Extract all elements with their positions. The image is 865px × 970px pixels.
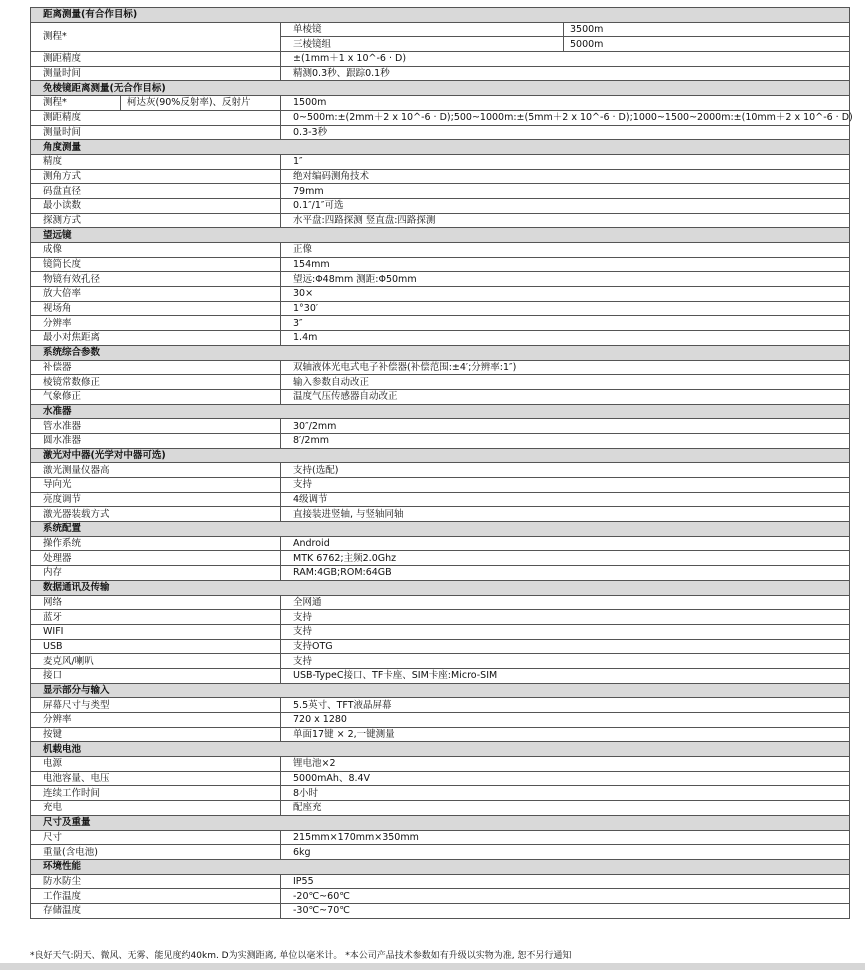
spec-value: 0.3-3秒: [281, 125, 850, 140]
spec-row: [31, 22, 850, 37]
spec-row: [31, 698, 850, 713]
spec-label: 测距精度: [31, 52, 281, 67]
spec-value: 30×: [281, 287, 850, 302]
spec-label: 连续工作时间: [31, 786, 281, 801]
spec-value: 3″: [281, 316, 850, 331]
spec-value: 8小时: [281, 786, 850, 801]
section-header-row: [31, 228, 850, 243]
spec-label: 气象修正: [31, 389, 281, 404]
spec-row: [31, 566, 850, 581]
spec-row: [31, 668, 850, 683]
spec-value: 1″: [281, 154, 850, 169]
section-header-row: [31, 522, 850, 537]
spec-value: 锂电池×2: [281, 757, 850, 772]
spec-row: [31, 654, 850, 669]
spec-row: [31, 316, 850, 331]
spec-row: [31, 595, 850, 610]
spec-value: 支持: [281, 624, 850, 639]
spec-value: 154mm: [281, 257, 850, 272]
section-title: 系统综合参数: [31, 345, 850, 360]
spec-label: 测量时间: [31, 66, 281, 81]
spec-label: 处理器: [31, 551, 281, 566]
spec-value: 单面17键 × 2,一键测量: [281, 727, 850, 742]
section-title: 角度测量: [31, 140, 850, 155]
section-header-row: [31, 448, 850, 463]
section-title: 机载电池: [31, 742, 850, 757]
section-header-row: [31, 683, 850, 698]
spec-value: 支持: [281, 610, 850, 625]
spec-row: [31, 184, 850, 199]
spec-row: [31, 213, 850, 228]
spec-row: [31, 331, 850, 346]
section-header-row: [31, 345, 850, 360]
spec-label: 亮度调节: [31, 492, 281, 507]
spec-label: 电池容量、电压: [31, 771, 281, 786]
spec-value: 支持OTG: [281, 639, 850, 654]
spec-label: 测距精度: [31, 110, 281, 125]
spec-value: 1.4m: [281, 331, 850, 346]
spec-label: 分辨率: [31, 713, 281, 728]
spec-value: 三棱镜组: [281, 37, 564, 52]
spec-label: 屏幕尺寸与类型: [31, 698, 281, 713]
spec-label: 操作系统: [31, 536, 281, 551]
spec-row: [31, 287, 850, 302]
spec-row: [31, 551, 850, 566]
spec-label: 充电: [31, 801, 281, 816]
spec-value: Android: [281, 536, 850, 551]
spec-row: [31, 478, 850, 493]
spec-label: 镜筒长度: [31, 257, 281, 272]
spec-value: 0~500m:±(2mm＋2 x 10^-6 · D);500~1000m:±(5mm＋2 x 10^-6 · D);1000~1500~2000m:±(10mm＋2 x 10^-6 · D): [281, 110, 850, 125]
spec-label: 最小对焦距离: [31, 331, 281, 346]
spec-row: [31, 125, 850, 140]
spec-value: 79mm: [281, 184, 850, 199]
spec-value: 输入参数自动改正: [281, 375, 850, 390]
spec-row: [31, 889, 850, 904]
spec-label: 棱镜常数修正: [31, 375, 281, 390]
spec-row: [31, 536, 850, 551]
spec-label: 放大倍率: [31, 287, 281, 302]
section-header-row: [31, 742, 850, 757]
section-header-row: [31, 8, 850, 23]
spec-label: 测程*: [31, 96, 121, 111]
spec-value: 1500m: [281, 96, 850, 111]
section-header-row: [31, 859, 850, 874]
spec-label: 分辨率: [31, 316, 281, 331]
spec-label: 精度: [31, 154, 281, 169]
spec-value: 水平盘:四路探测 竖直盘:四路探测: [281, 213, 850, 228]
spec-row: [31, 492, 850, 507]
spec-value: 支持(选配): [281, 463, 850, 478]
spec-row: [31, 610, 850, 625]
spec-value: 0.1″/1″可选: [281, 198, 850, 213]
spec-value: MTK 6762;主频2.0Ghz: [281, 551, 850, 566]
spec-label: USB: [31, 639, 281, 654]
spec-value: 配座充: [281, 801, 850, 816]
spec-value: 温度气压传感器自动改正: [281, 389, 850, 404]
spec-label: 探测方式: [31, 213, 281, 228]
spec-value: 4级调节: [281, 492, 850, 507]
spec-value: 5.5英寸、TFT液晶屏幕: [281, 698, 850, 713]
spec-row: [31, 845, 850, 860]
section-header-row: [31, 81, 850, 96]
section-title: 免棱镜距离测量(无合作目标): [31, 81, 850, 96]
spec-label: 成像: [31, 243, 281, 258]
spec-label: 激光器装载方式: [31, 507, 281, 522]
spec-value: 全网通: [281, 595, 850, 610]
spec-value: IP55: [281, 874, 850, 889]
spec-row: [31, 874, 850, 889]
spec-label: 激光测量仪器高: [31, 463, 281, 478]
spec-value: 绝对编码测角技术: [281, 169, 850, 184]
spec-label: 内存: [31, 566, 281, 581]
section-title: 显示部分与输入: [31, 683, 850, 698]
section-header-row: [31, 140, 850, 155]
spec-row: [31, 419, 850, 434]
spec-label: 测程*: [31, 22, 281, 51]
section-title: 距离测量(有合作目标): [31, 8, 850, 23]
section-title: 水准器: [31, 404, 850, 419]
spec-range: 5000m: [564, 37, 850, 52]
spec-row: [31, 243, 850, 258]
spec-value: 30″/2mm: [281, 419, 850, 434]
spec-label: 导向光: [31, 478, 281, 493]
section-title: 激光对中器(光学对中器可选): [31, 448, 850, 463]
spec-row: [31, 507, 850, 522]
spec-row: [31, 272, 850, 287]
spec-range: 3500m: [564, 22, 850, 37]
spec-label: WIFI: [31, 624, 281, 639]
spec-row: [31, 801, 850, 816]
section-title: 数据通讯及传输: [31, 580, 850, 595]
spec-row: [31, 757, 850, 772]
section-title: 环境性能: [31, 859, 850, 874]
spec-row: [31, 360, 850, 375]
spec-value: 720 x 1280: [281, 713, 850, 728]
spec-value: 双轴液体光电式电子补偿器(补偿范围:±4′;分辨率:1″): [281, 360, 850, 375]
spec-value: 支持: [281, 654, 850, 669]
spec-label: 蓝牙: [31, 610, 281, 625]
spec-row: [31, 375, 850, 390]
section-header-row: [31, 815, 850, 830]
spec-row: [31, 463, 850, 478]
section-title: 望远镜: [31, 228, 850, 243]
spec-row: [31, 52, 850, 67]
spec-row: [31, 66, 850, 81]
spec-value: -30℃~70℃: [281, 903, 850, 918]
spec-label: 码盘直径: [31, 184, 281, 199]
spec-row: [31, 624, 850, 639]
spec-label: 存储温度: [31, 903, 281, 918]
spec-row: [31, 727, 850, 742]
spec-row: [31, 257, 850, 272]
spec-row: [31, 786, 850, 801]
spec-label: 防水防尘: [31, 874, 281, 889]
spec-value: 215mm×170mm×350mm: [281, 830, 850, 845]
spec-label: 麦克风/喇叭: [31, 654, 281, 669]
section-title: 系统配置: [31, 522, 850, 537]
spec-row: [31, 198, 850, 213]
footnote: *良好天气:阴天、微风、无雾、能见度约40km. D为实测距离, 单位以毫米计。 *本公司产品技术参数如有升级以实物为准, 恕不另行通知: [30, 951, 572, 961]
section-title: 尺寸及重量: [31, 815, 850, 830]
section-header-row: [31, 404, 850, 419]
spec-value: ±(1mm＋1 x 10^-6 · D): [281, 52, 850, 67]
bottom-bar: [0, 963, 865, 970]
spec-label: 管水准器: [31, 419, 281, 434]
spec-row: [31, 639, 850, 654]
spec-label: 网络: [31, 595, 281, 610]
spec-label: 尺寸: [31, 830, 281, 845]
spec-value: 单棱镜: [281, 22, 564, 37]
spec-value: 精测0.3秒、跟踪0.1秒: [281, 66, 850, 81]
spec-value: 直接装进竖轴, 与竖轴同轴: [281, 507, 850, 522]
spec-sub-label: 柯达灰(90%反射率)、反射片: [121, 96, 281, 111]
spec-value: 1°30′: [281, 301, 850, 316]
spec-value: 正像: [281, 243, 850, 258]
spec-value: USB-TypeC接口、TF卡座、SIM卡座:Micro-SIM: [281, 668, 850, 683]
spec-label: 接口: [31, 668, 281, 683]
spec-row: [31, 96, 850, 111]
spec-label: 测量时间: [31, 125, 281, 140]
spec-value: 支持: [281, 478, 850, 493]
spec-label: 视场角: [31, 301, 281, 316]
spec-label: 最小读数: [31, 198, 281, 213]
spec-row: [31, 110, 850, 125]
spec-row: [31, 169, 850, 184]
spec-label: 测角方式: [31, 169, 281, 184]
spec-label: 重量(含电池): [31, 845, 281, 860]
spec-label: 工作温度: [31, 889, 281, 904]
spec-row: [31, 389, 850, 404]
spec-value: 5000mAh、8.4V: [281, 771, 850, 786]
spec-label: 按键: [31, 727, 281, 742]
spec-label: 补偿器: [31, 360, 281, 375]
spec-value: 8′/2mm: [281, 433, 850, 448]
spec-value: RAM:4GB;ROM:64GB: [281, 566, 850, 581]
spec-row: [31, 771, 850, 786]
spec-row: [31, 713, 850, 728]
spec-value: 6kg: [281, 845, 850, 860]
spec-label: 物镜有效孔径: [31, 272, 281, 287]
spec-row: [31, 903, 850, 918]
spec-value: 望远:Φ48mm 测距:Φ50mm: [281, 272, 850, 287]
spec-value: -20℃~60℃: [281, 889, 850, 904]
spec-row: [31, 433, 850, 448]
spec-label: 圆水准器: [31, 433, 281, 448]
section-header-row: [31, 580, 850, 595]
spec-row: [31, 830, 850, 845]
spec-label: 电源: [31, 757, 281, 772]
spec-row: [31, 154, 850, 169]
spec-row: [31, 301, 850, 316]
spec-table: [30, 7, 853, 919]
